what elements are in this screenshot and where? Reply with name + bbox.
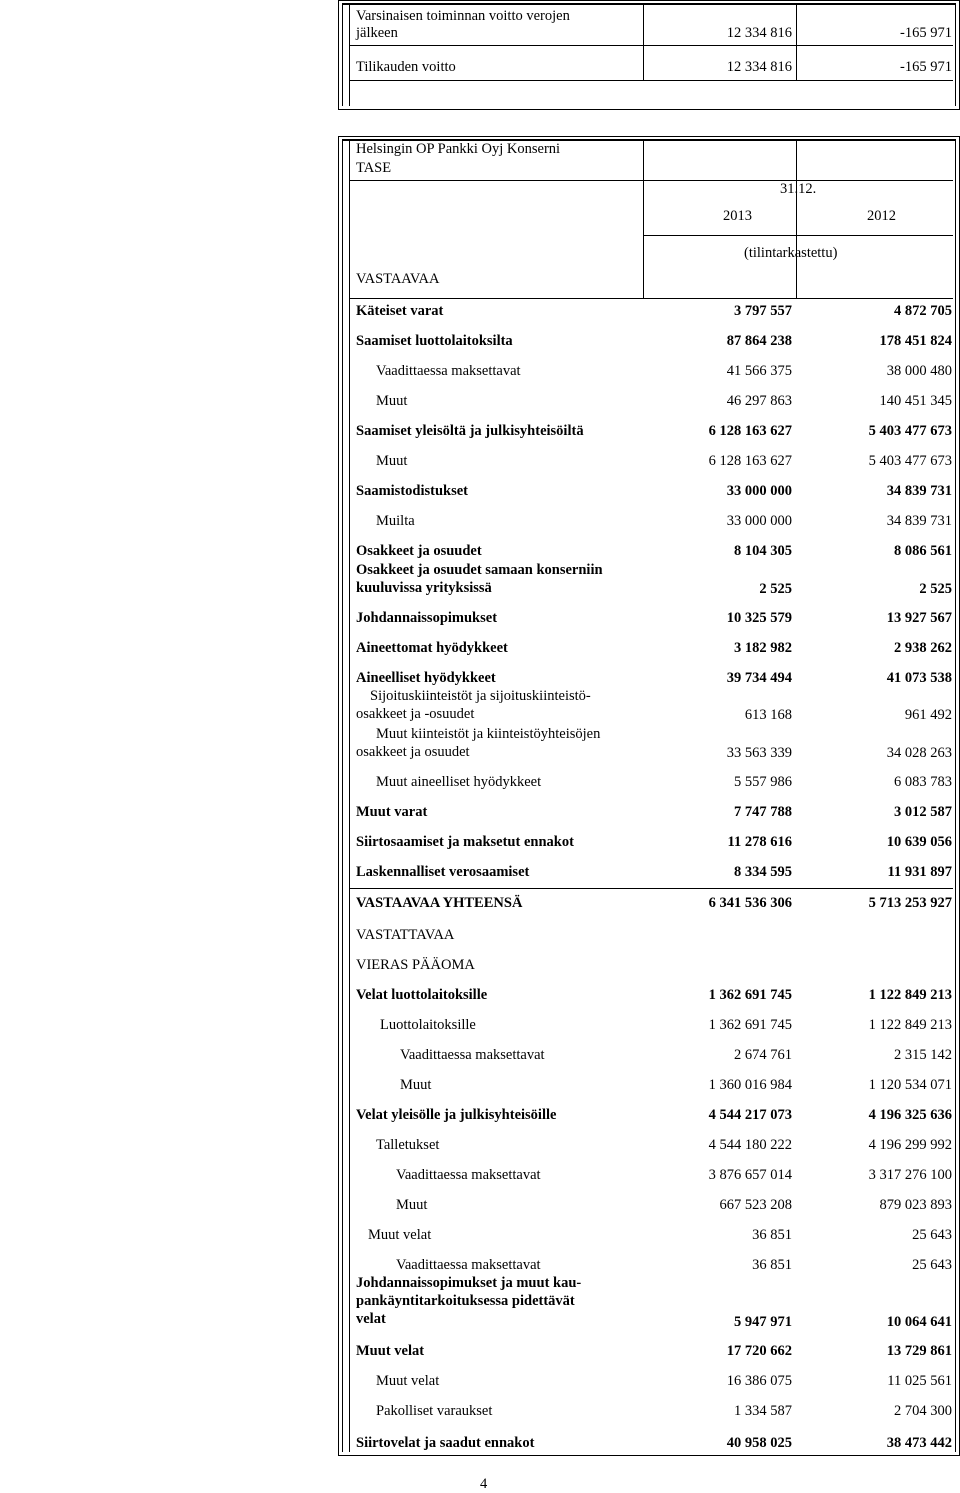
year-2013-header: 2013 bbox=[723, 208, 752, 224]
liability-row-label: Velat yleisölle ja julkisyhteisöille bbox=[356, 1107, 557, 1123]
assets-total-rule bbox=[349, 888, 953, 889]
liability-row-label-line: pankäyntitarkoituksessa pidettävät bbox=[356, 1293, 575, 1309]
liability-row-value-2013: 36 851 bbox=[752, 1227, 792, 1243]
year-2012-header: 2012 bbox=[867, 208, 896, 224]
asset-row-label-line: osakkeet ja -osuudet bbox=[356, 706, 475, 722]
asset-row-value-2012: 34 839 731 bbox=[886, 513, 952, 529]
section-liabilities-heading: VASTATTAVAA bbox=[356, 927, 455, 943]
page-number: 4 bbox=[480, 1476, 488, 1492]
asset-row-label-line: Sijoituskiinteistöt ja sijoituskiinteistö- bbox=[370, 688, 591, 704]
asset-row-value-2013: 8 104 305 bbox=[734, 543, 792, 559]
liability-row-value-2013: 1 362 691 745 bbox=[708, 987, 792, 1003]
balance-date: 31.12. bbox=[780, 181, 817, 197]
asset-row-value-2012: 10 639 056 bbox=[886, 834, 952, 850]
liability-row-value-2012: 2 704 300 bbox=[894, 1403, 952, 1419]
liability-row-value-2013: 1 360 016 984 bbox=[708, 1077, 792, 1093]
liability-row-value-2012: 1 122 849 213 bbox=[868, 987, 952, 1003]
asset-row-label: Saamiset yleisöltä ja julkisyhteisöiltä bbox=[356, 423, 584, 439]
asset-row-label: Muut bbox=[376, 393, 408, 409]
asset-row-label: Muilta bbox=[376, 513, 415, 529]
asset-row-label: VASTAAVAA YHTEENSÄ bbox=[356, 895, 523, 911]
asset-row-label: Vaadittaessa maksettavat bbox=[376, 363, 521, 379]
liability-row-value-2012: 3 317 276 100 bbox=[868, 1167, 952, 1183]
liability-row-value-2013: 667 523 208 bbox=[719, 1197, 792, 1213]
asset-row-label-line: osakkeet ja osuudet bbox=[356, 744, 470, 760]
liability-row-value-2012: 4 196 325 636 bbox=[868, 1107, 952, 1123]
asset-row-value-2013: 33 000 000 bbox=[726, 513, 792, 529]
asset-row-value-2013: 41 566 375 bbox=[726, 363, 792, 379]
liability-row-value-2013: 1 362 691 745 bbox=[708, 1017, 792, 1033]
liability-row-label: Luottolaitoksille bbox=[380, 1017, 476, 1033]
liability-row-value-2013: 3 876 657 014 bbox=[708, 1167, 792, 1183]
liability-row-label-line: velat bbox=[356, 1311, 386, 1327]
asset-row-value-2013: 613 168 bbox=[744, 707, 792, 723]
income-row2-label: Tilikauden voitto bbox=[356, 59, 456, 75]
statement-title: TASE bbox=[356, 160, 392, 176]
liability-row-value-2013: 1 334 587 bbox=[734, 1403, 792, 1419]
asset-row-value-2012: 5 403 477 673 bbox=[868, 453, 952, 469]
asset-row-value-2013: 5 557 986 bbox=[734, 774, 792, 790]
asset-row-value-2013: 2 525 bbox=[759, 581, 792, 597]
asset-row-label: Saamiset luottolaitoksilta bbox=[356, 333, 513, 349]
income-row1-label-line1: Varsinaisen toiminnan voitto verojen bbox=[356, 8, 570, 24]
asset-row-value-2012: 6 083 783 bbox=[894, 774, 952, 790]
asset-row-label: Aineelliset hyödykkeet bbox=[356, 670, 496, 686]
liability-row-value-2012: 10 064 641 bbox=[886, 1314, 952, 1330]
liability-row-label: Siirtovelat ja saadut ennakot bbox=[356, 1435, 535, 1451]
asset-row-value-2012: 38 000 480 bbox=[886, 363, 952, 379]
asset-row-label: Saamistodistukset bbox=[356, 483, 468, 499]
asset-row-label: Muut varat bbox=[356, 804, 428, 820]
asset-row-label-line: Osakkeet ja osuudet samaan konserniin bbox=[356, 562, 603, 578]
asset-row-label: Laskennalliset verosaamiset bbox=[356, 864, 530, 880]
asset-row-value-2012: 41 073 538 bbox=[886, 670, 952, 686]
asset-row-value-2012: 3 012 587 bbox=[894, 804, 952, 820]
liability-row-value-2012: 25 643 bbox=[912, 1227, 952, 1243]
liability-row-value-2013: 40 958 025 bbox=[726, 1435, 792, 1451]
asset-row-value-2012: 11 931 897 bbox=[887, 864, 952, 880]
asset-row-value-2012: 5 403 477 673 bbox=[868, 423, 952, 439]
asset-row-value-2013: 6 341 536 306 bbox=[708, 895, 792, 911]
liability-row-label: Talletukset bbox=[376, 1137, 440, 1153]
liability-row-label: Muut bbox=[400, 1077, 432, 1093]
liability-row-label: Muut velat bbox=[376, 1373, 440, 1389]
asset-row-label: Muut aineelliset hyödykkeet bbox=[376, 774, 542, 790]
liability-row-label: Muut bbox=[396, 1197, 428, 1213]
liability-row-value-2012: 25 643 bbox=[912, 1257, 952, 1273]
liability-row-value-2013: 4 544 217 073 bbox=[708, 1107, 792, 1123]
asset-row-value-2013: 3 797 557 bbox=[734, 303, 792, 319]
asset-row-value-2013: 10 325 579 bbox=[726, 610, 792, 626]
income-row1-v2012: -165 971 bbox=[900, 25, 952, 41]
asset-row-label: Osakkeet ja osuudet bbox=[356, 543, 482, 559]
liability-row-label: Vaadittaessa maksettavat bbox=[396, 1167, 541, 1183]
asset-row-label-line: kuuluvissa yrityksissä bbox=[356, 580, 492, 596]
section-debt-heading: VIERAS PÄÄOMA bbox=[356, 957, 475, 973]
asset-row-label: Siirtosaamiset ja maksetut ennakot bbox=[356, 834, 574, 850]
liability-row-value-2012: 38 473 442 bbox=[886, 1435, 952, 1451]
liability-row-label: Muut velat bbox=[368, 1227, 432, 1243]
asset-row-label: Aineettomat hyödykkeet bbox=[356, 640, 508, 656]
liability-row-value-2012: 1 120 534 071 bbox=[868, 1077, 952, 1093]
asset-row-value-2013: 6 128 163 627 bbox=[708, 453, 792, 469]
asset-row-value-2012: 178 451 824 bbox=[879, 333, 952, 349]
asset-row-value-2012: 34 028 263 bbox=[886, 745, 952, 761]
liability-row-value-2012: 1 122 849 213 bbox=[868, 1017, 952, 1033]
company-name: Helsingin OP Pankki Oyj Konserni bbox=[356, 141, 561, 157]
liability-row-label-line: Johdannaissopimukset ja muut kau- bbox=[356, 1275, 582, 1291]
liability-row-label: Velat luottolaitoksille bbox=[356, 987, 488, 1003]
asset-row-value-2012: 4 872 705 bbox=[894, 303, 952, 319]
asset-row-value-2013: 39 734 494 bbox=[726, 670, 792, 686]
asset-row-label: Käteiset varat bbox=[356, 303, 444, 319]
liability-row-value-2012: 11 025 561 bbox=[887, 1373, 952, 1389]
liability-row-value-2013: 36 851 bbox=[752, 1257, 792, 1273]
liability-row-value-2013: 2 674 761 bbox=[734, 1047, 792, 1063]
asset-row-value-2013: 11 278 616 bbox=[727, 834, 792, 850]
section-assets-heading: VASTAAVAA bbox=[356, 271, 440, 287]
income-row2-v2013: 12 334 816 bbox=[726, 59, 792, 75]
income-row2-v2012: -165 971 bbox=[900, 59, 952, 75]
liability-row-label: Vaadittaessa maksettavat bbox=[400, 1047, 545, 1063]
income-row1-label-line2: jälkeen bbox=[356, 25, 398, 41]
liability-row-value-2013: 16 386 075 bbox=[726, 1373, 792, 1389]
asset-row-label: Johdannaissopimukset bbox=[356, 610, 498, 626]
liability-row-value-2012: 2 315 142 bbox=[894, 1047, 952, 1063]
liability-row-value-2013: 5 947 971 bbox=[734, 1314, 792, 1330]
liability-row-label: Pakolliset varaukset bbox=[376, 1403, 493, 1419]
asset-row-value-2012: 34 839 731 bbox=[886, 483, 952, 499]
audited-note: (tilintarkastettu) bbox=[744, 245, 838, 261]
asset-row-value-2013: 8 334 595 bbox=[734, 864, 792, 880]
liability-row-value-2012: 13 729 861 bbox=[886, 1343, 952, 1359]
asset-row-value-2012: 2 938 262 bbox=[894, 640, 952, 656]
liability-row-value-2013: 17 720 662 bbox=[726, 1343, 792, 1359]
asset-row-label: Muut bbox=[376, 453, 408, 469]
asset-row-value-2013: 33 563 339 bbox=[726, 745, 792, 761]
asset-row-value-2012: 2 525 bbox=[919, 581, 952, 597]
liability-row-value-2012: 879 023 893 bbox=[879, 1197, 952, 1213]
liability-row-label: Muut velat bbox=[356, 1343, 425, 1359]
asset-row-value-2013: 7 747 788 bbox=[734, 804, 792, 820]
asset-row-value-2013: 33 000 000 bbox=[726, 483, 792, 499]
liability-row-value-2013: 4 544 180 222 bbox=[708, 1137, 792, 1153]
asset-row-value-2012: 13 927 567 bbox=[886, 610, 952, 626]
asset-row-value-2012: 5 713 253 927 bbox=[868, 895, 952, 911]
asset-row-value-2013: 46 297 863 bbox=[726, 393, 792, 409]
liability-row-value-2012: 4 196 299 992 bbox=[868, 1137, 952, 1153]
liability-row-label: Vaadittaessa maksettavat bbox=[396, 1257, 541, 1273]
asset-row-value-2013: 87 864 238 bbox=[726, 333, 792, 349]
asset-row-label-line: Muut kiinteistöt ja kiinteistöyhteisöjen bbox=[376, 726, 601, 742]
asset-row-value-2012: 140 451 345 bbox=[879, 393, 952, 409]
asset-row-value-2012: 8 086 561 bbox=[894, 543, 952, 559]
asset-row-value-2013: 3 182 982 bbox=[734, 640, 792, 656]
asset-row-value-2012: 961 492 bbox=[904, 707, 952, 723]
asset-row-value-2013: 6 128 163 627 bbox=[708, 423, 792, 439]
income-row1-v2013: 12 334 816 bbox=[726, 25, 792, 41]
